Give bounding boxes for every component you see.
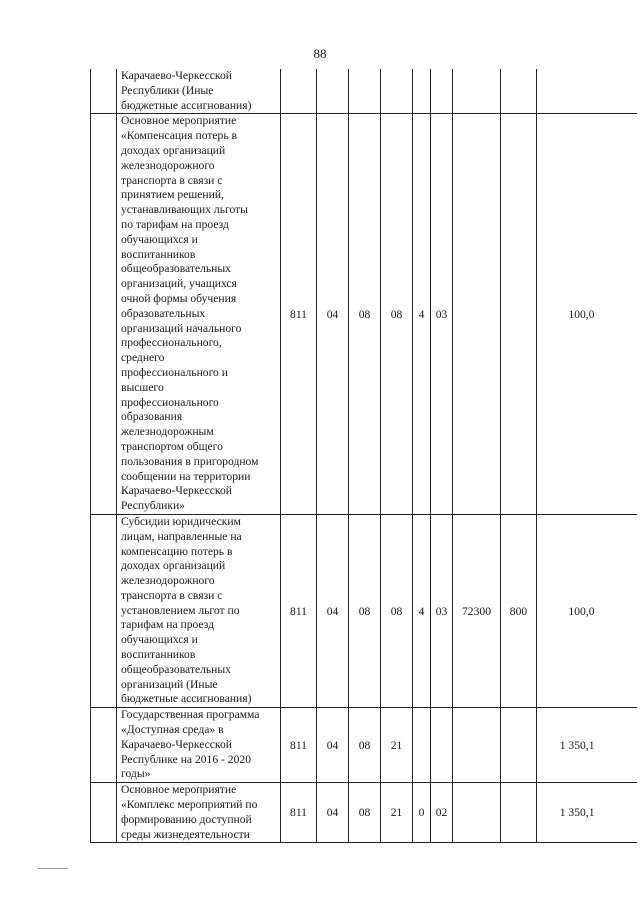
- row-number-cell: [91, 114, 117, 515]
- target-article-code-1-cell: 08: [381, 114, 413, 515]
- description-line: «Доступная среда» в: [121, 723, 224, 737]
- description-line: среды жизнедеятельности: [121, 827, 250, 841]
- description-line: Основное мероприятие: [121, 114, 237, 128]
- target-article-code-3-cell: [431, 708, 453, 783]
- description-line: профессионального: [121, 395, 219, 409]
- description-cell: [117, 514, 281, 707]
- table-row: [91, 514, 637, 707]
- description-line: доходах организаций: [121, 559, 226, 573]
- admin-code-cell: [281, 69, 317, 114]
- description-line: Карачаево-Черкесской: [121, 484, 232, 498]
- target-article-code-2-cell: [413, 708, 431, 783]
- description-line: среднего: [121, 351, 165, 365]
- description-line: Государственная программа: [121, 708, 260, 722]
- target-article-code-1-cell: 08: [381, 514, 413, 707]
- description-line: Карачаево-Черкесской: [121, 737, 232, 751]
- row-number-cell: [91, 69, 117, 114]
- amount-cell: 100,0: [537, 514, 637, 707]
- description-line: транспортом общего: [121, 439, 223, 453]
- expense-type-code-cell: [501, 783, 537, 843]
- description-line: образования: [121, 410, 183, 424]
- subsection-code-cell: 08: [349, 783, 381, 843]
- description-line: Республике на 2016 - 2020: [121, 752, 251, 766]
- description-line: устанавливающих льготы: [121, 203, 248, 217]
- subsection-code-cell: 08: [349, 708, 381, 783]
- target-article-code-4-cell: [453, 708, 501, 783]
- description-cell: [117, 69, 281, 114]
- description-line: транспорта в связи с: [121, 588, 223, 602]
- expense-type-code-cell: [501, 114, 537, 515]
- target-article-code-3-cell: 03: [431, 114, 453, 515]
- target-article-code-3-cell: 03: [431, 514, 453, 707]
- target-article-code-4-cell: [453, 783, 501, 843]
- target-article-code-2-cell: 0: [413, 783, 431, 843]
- section-code-cell: [317, 69, 349, 114]
- row-number-cell: [91, 783, 117, 843]
- description-line: железнодорожного: [121, 574, 215, 588]
- description-cell: [117, 114, 281, 515]
- amount-cell: 1 350,1: [537, 708, 637, 783]
- description-line: профессионального,: [121, 336, 222, 350]
- admin-code-cell: 811: [281, 114, 317, 515]
- description-line: установлением льгот по: [121, 603, 240, 617]
- admin-code-cell: 811: [281, 514, 317, 707]
- description-line: организаций, учащихся: [121, 277, 237, 291]
- description-line: «Комплекс мероприятий по: [121, 798, 258, 812]
- table-row: [91, 783, 637, 843]
- description-line: железнодорожным: [121, 425, 214, 439]
- expense-type-code-cell: [501, 708, 537, 783]
- description-line: обучающихся и: [121, 232, 198, 246]
- budget-table: [90, 69, 637, 843]
- description-line: пользования в пригородном: [121, 454, 259, 468]
- section-code-cell: 04: [317, 514, 349, 707]
- target-article-code-2-cell: 4: [413, 514, 431, 707]
- description-line: бюджетные ассигнования): [121, 692, 252, 706]
- description-line: организаций (Иные: [121, 677, 218, 691]
- target-article-code-2-cell: [413, 69, 431, 114]
- target-article-code-3-cell: [431, 69, 453, 114]
- target-article-code-2-cell: 4: [413, 114, 431, 515]
- description-line: железнодорожного: [121, 158, 215, 172]
- amount-cell: 1 350,1: [537, 783, 637, 843]
- section-code-cell: 04: [317, 783, 349, 843]
- description-line: Республики (Иные: [121, 83, 214, 97]
- target-article-code-4-cell: [453, 114, 501, 515]
- amount-cell: [537, 69, 637, 114]
- description-line: образовательных: [121, 306, 206, 320]
- row-number-cell: [91, 514, 117, 707]
- target-article-code-1-cell: [381, 69, 413, 114]
- amount-cell: 100,0: [537, 114, 637, 515]
- description-line: компенсацию потерь в: [121, 544, 233, 558]
- subsection-code-cell: 08: [349, 514, 381, 707]
- admin-code-cell: 811: [281, 783, 317, 843]
- description-line: годы»: [121, 767, 151, 781]
- target-article-code-4-cell: 72300: [453, 514, 501, 707]
- target-article-code-3-cell: 02: [431, 783, 453, 843]
- description-line: Республики»: [121, 499, 185, 513]
- description-line: обучающихся и: [121, 633, 198, 647]
- table-row: [91, 69, 637, 114]
- section-code-cell: 04: [317, 114, 349, 515]
- target-article-code-1-cell: 21: [381, 783, 413, 843]
- description-line: тарифам на проезд: [121, 618, 214, 632]
- description-line: принятием решений,: [121, 188, 224, 202]
- description-line: Основное мероприятие: [121, 783, 237, 797]
- target-article-code-4-cell: [453, 69, 501, 114]
- description-line: формированию доступной: [121, 812, 252, 826]
- description-line: Субсидии юридическим: [121, 514, 241, 528]
- description-line: очной формы обучения: [121, 291, 237, 305]
- admin-code-cell: 811: [281, 708, 317, 783]
- description-cell: [117, 783, 281, 843]
- scan-artifact-line: [38, 868, 68, 869]
- description-line: сообщении на территории: [121, 469, 251, 483]
- description-line: транспорта в связи с: [121, 173, 223, 187]
- description-line: воспитанников: [121, 247, 196, 261]
- description-cell: [117, 708, 281, 783]
- table-row: [91, 114, 637, 515]
- target-article-code-1-cell: 21: [381, 708, 413, 783]
- expense-type-code-cell: 800: [501, 514, 537, 707]
- description-line: лицам, направленные на: [121, 529, 242, 543]
- subsection-code-cell: 08: [349, 114, 381, 515]
- table-row: [91, 708, 637, 783]
- description-line: организаций начального: [121, 321, 242, 335]
- description-line: доходах организаций: [121, 143, 226, 157]
- description-line: общеобразовательных: [121, 262, 231, 276]
- description-line: высшего: [121, 380, 164, 394]
- section-code-cell: 04: [317, 708, 349, 783]
- row-number-cell: [91, 708, 117, 783]
- description-line: бюджетные ассигнования): [121, 98, 252, 112]
- description-line: воспитанников: [121, 648, 196, 662]
- description-line: профессионального и: [121, 365, 228, 379]
- description-line: Карачаево-Черкесской: [121, 69, 232, 82]
- expense-type-code-cell: [501, 69, 537, 114]
- description-line: общеобразовательных: [121, 662, 231, 676]
- description-line: по тарифам на проезд: [121, 217, 229, 231]
- page-number: 88: [313, 46, 327, 61]
- subsection-code-cell: [349, 69, 381, 114]
- description-line: «Компенсация потерь в: [121, 129, 238, 143]
